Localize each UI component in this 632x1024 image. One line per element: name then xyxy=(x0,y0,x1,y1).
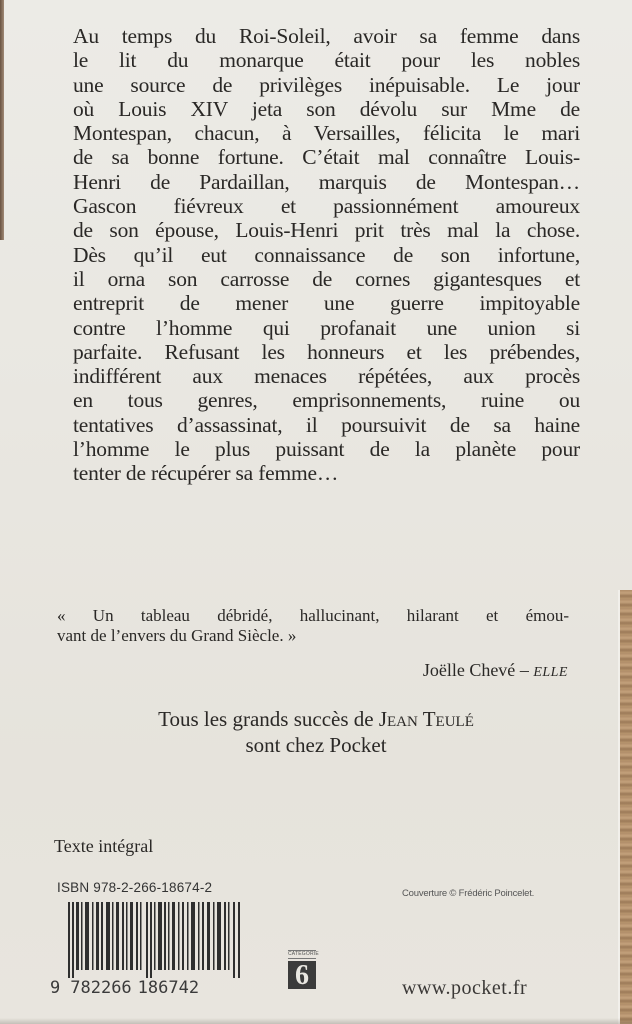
synopsis-blurb xyxy=(73,24,580,486)
wood-table-edge xyxy=(618,590,632,1024)
promo-prefix: Tous les grands succès de xyxy=(158,707,379,731)
barcode-icon xyxy=(68,902,241,978)
blurb-line: une source de privilèges inépuisable. Le jour xyxy=(73,72,580,97)
blurb-line: Dès qu’il eut connaissance de son infortune, xyxy=(73,242,580,267)
promo-line-2: sont chez Pocket xyxy=(245,733,387,757)
blurb-line: Au temps du Roi-Soleil, avoir sa femme dans xyxy=(73,24,580,48)
blurb-line: tenter de récupérer sa femme… xyxy=(73,461,339,486)
category-number: 6 xyxy=(288,961,316,989)
blurb-line: de son épouse, Louis-Henri prit très mal la chose. xyxy=(73,218,580,243)
cover-credit: Couverture © Frédéric Poincelet. xyxy=(402,888,535,899)
quote-line: « Un tableau débridé, hallucinant, hilarant et émou- xyxy=(57,606,569,625)
left-edge-shadow xyxy=(0,0,4,240)
review-publication: ELLE xyxy=(533,665,568,680)
blurb-line: entreprit de mener une guerre impitoyable xyxy=(73,291,580,316)
blurb-line: le lit du monarque était pour les nobles xyxy=(73,48,580,73)
barcode-group-2: 186742 xyxy=(137,978,200,998)
bottom-edge-shadow xyxy=(0,1018,632,1024)
blurb-line: Henri de Pardaillan, marquis de Montespan… xyxy=(73,169,580,194)
attribution-dash: – xyxy=(519,660,529,680)
barcode-digits xyxy=(50,978,199,998)
edition-note: Texte intégral xyxy=(54,836,154,856)
blurb-line: indifférent aux menaces répétées, aux procès xyxy=(73,364,580,389)
blurb-line: Montespan, chacun, à Versailles, félicita le mari xyxy=(73,121,580,146)
blurb-line: Gascon fiévreux et passionnément amoureux xyxy=(73,194,580,219)
author-promo xyxy=(0,706,632,758)
promo-line-1 xyxy=(0,706,632,732)
blurb-line: il orna son carrosse de cornes gigantesques et xyxy=(73,266,580,291)
blurb-line: où Louis XIV jeta son dévolu sur Mme de xyxy=(73,96,580,121)
category-label: CATÉGORIE xyxy=(288,951,319,957)
blurb-line: en tous genres, emprisonnements, ruine ou xyxy=(73,388,580,413)
promo-author-name: Jean Teulé xyxy=(378,707,474,731)
price-category xyxy=(288,950,319,991)
barcode-group-1: 782266 xyxy=(70,978,132,998)
review-quote xyxy=(57,606,569,646)
review-attribution xyxy=(423,660,568,681)
blurb-line: de sa bonne fortune. C’était mal connaître Louis- xyxy=(73,145,580,170)
blurb-line: tentatives d’assassinat, il poursuivit de sa haine xyxy=(73,412,580,437)
publisher-website: www.pocket.fr xyxy=(402,977,528,999)
blurb-line: l’homme le plus puissant de la planète pour xyxy=(73,437,580,462)
review-author: Joëlle Chevé xyxy=(422,660,516,680)
barcode-first-digit: 9 xyxy=(50,978,61,998)
blurb-line: parfaite. Refusant les honneurs et les prébendes, xyxy=(73,339,580,364)
blurb-line: contre l’homme qui profanait une union si xyxy=(73,315,580,340)
quote-line: vant de l’envers du Grand Siècle. » xyxy=(57,626,297,645)
isbn-label: ISBN 978-2-266-18674-2 xyxy=(57,880,213,895)
